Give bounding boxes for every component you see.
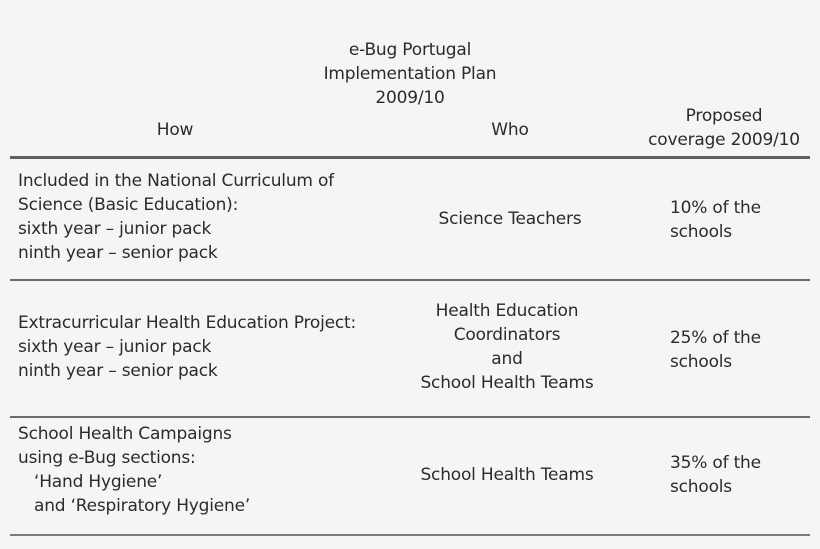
header-divider bbox=[10, 156, 810, 159]
row-3-how-line: using e-Bug sections: bbox=[18, 448, 196, 468]
title-line-1: e-Bug Portugal bbox=[348, 40, 472, 60]
column-header-coverage bbox=[636, 104, 812, 152]
coverage-header-line-1: Proposed bbox=[685, 106, 763, 126]
row-1-coverage-line: schools bbox=[670, 222, 732, 242]
row-1-who-cell bbox=[410, 207, 610, 231]
row-3-how-line: ‘Hand Hygiene’ bbox=[34, 472, 163, 492]
row-2-how-cell bbox=[18, 311, 356, 383]
row-2-who-line: and bbox=[491, 349, 523, 369]
row-1-coverage-cell bbox=[670, 196, 761, 244]
title-line-3: 2009/10 bbox=[375, 88, 445, 108]
row-2-coverage-line: 25% of the bbox=[670, 328, 761, 348]
row-2-coverage-line: schools bbox=[670, 352, 732, 372]
row-2-who-cell bbox=[397, 299, 617, 395]
row-1-how-line: ninth year – senior pack bbox=[18, 243, 218, 263]
row-2-how-line: ninth year – senior pack bbox=[18, 361, 218, 381]
row-3-how-line: School Health Campaigns bbox=[18, 424, 232, 444]
row-3-how-cell bbox=[18, 422, 250, 518]
row-1-how-cell bbox=[18, 169, 334, 265]
row-1-how-line: Science (Basic Education): bbox=[18, 195, 239, 215]
row-2-who-line: Coordinators bbox=[453, 325, 561, 345]
row-divider bbox=[10, 279, 810, 281]
row-1-how-line: Included in the National Curriculum of bbox=[18, 171, 334, 191]
row-1-coverage-line: 10% of the bbox=[670, 198, 761, 218]
row-divider bbox=[10, 416, 810, 418]
table-bottom-rule bbox=[10, 534, 810, 536]
row-3-how-line: and ‘Respiratory Hygiene’ bbox=[34, 496, 251, 516]
column-header-who: Who bbox=[491, 120, 529, 140]
row-3-who-cell bbox=[397, 463, 617, 487]
column-header-how: How bbox=[156, 120, 194, 140]
row-2-how-line: sixth year – junior pack bbox=[18, 337, 212, 357]
title-line-2: Implementation Plan bbox=[323, 64, 497, 84]
row-1-how-line: sixth year – junior pack bbox=[18, 219, 212, 239]
table-title bbox=[250, 38, 570, 110]
row-3-coverage-cell bbox=[670, 451, 761, 499]
coverage-header-line-2: coverage 2009/10 bbox=[648, 130, 800, 150]
row-3-coverage-line: schools bbox=[670, 477, 732, 497]
row-1-who-line: Science Teachers bbox=[438, 209, 582, 229]
row-2-coverage-cell bbox=[670, 326, 761, 374]
row-3-coverage-line: 35% of the bbox=[670, 453, 761, 473]
row-2-who-line: School Health Teams bbox=[420, 373, 594, 393]
row-2-how-line: Extracurricular Health Education Project: bbox=[18, 313, 357, 333]
row-3-who-line: School Health Teams bbox=[420, 465, 594, 485]
row-2-who-line: Health Education bbox=[435, 301, 579, 321]
